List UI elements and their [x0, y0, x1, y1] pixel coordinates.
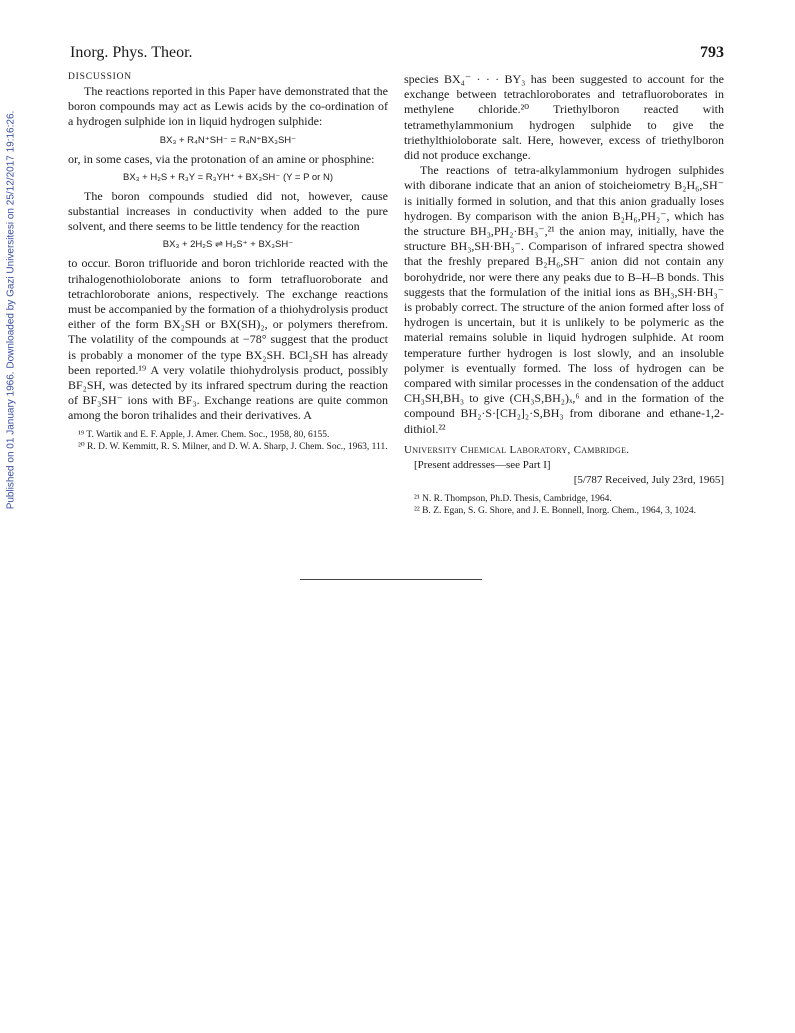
section-heading: DISCUSSION: [68, 72, 132, 82]
paragraph: to occur. Boron trifluoride and boron trichloride reacted with the trihalogenothioloborate anions to form tetrafluoroborate and tetrachloroborate anions, respectively. The exchange reactions must be accompanied by the formation of a thiohydrolysis product either of the form BX₂SH or BX(SH)₂, or polymers therefrom. The volatility of the compounds at −78° suggest that the product is probably a monomer of the type BX₂SH. BCl₂SH has already been reported.¹⁹ A very volatile thiohydrolysis product, possibly BF₂SH, was detected by its infrared spectrum during the reaction of BF₃SH⁻ ions with BF₃. Exchange reations are quite common among the boron trihalides and their derivatives. A: [68, 256, 388, 423]
paragraph: The reactions of tetra-alkylammonium hydrogen sulphides with diborane indicate that an anion of stoicheiometry B₂H₆,SH⁻ is initially formed in solution, and that this anion gradually loses hydrogen. By comparison with the anion B₂H₆,PH₂⁻, which has the structure BH₃,PH₂·BH₃⁻,²¹ the anion may, initially, have the structure BH₃,SH·BH₃⁻. Comparison of infrared spectra showed that the freshly prepared B₂H₆,SH⁻ anion did not contain any borohydride, nor were there any peaks due to B–H–B bonds. This suggests that the formulation of the initial ions as BH₃,SH·BH₃⁻ is probably correct. The structure of the anion formed after loss of hydrogen is uncertain, but it is unlikely to be polymeric as the material remains soluble in liquid hydrogen sulphide. At room temperature further hydrogen is lost slowly, and an insoluble polymer is eventually formed. The loss of hydrogen can be compared with similar processes in the condensation of the adduct CH₃SH,BH₃ to give (CH₃S,BH₂)ₓ,⁶ and in the formation of the compound BH₂·S·[CH₂]₂·S,BH₃ from diborane and ethane-1,2-dithiol.²²: [404, 163, 724, 436]
paragraph: species BX₄⁻ · · · BY₃ has been suggested to account for the exchange between tetrachloroborates and tetrafluoroborates in methylene chloride.²⁰ Triethylboron reacted with tetramethylammonium hydrogen sulphide to give the triethylthioloborate salt. Here, however, excess of triethylboron did not produce exchange.: [404, 72, 724, 163]
footnote: ²¹ N. R. Thompson, Ph.D. Thesis, Cambridge, 1964.: [414, 494, 612, 505]
end-rule: [300, 579, 482, 580]
right-column: [404, 72, 724, 517]
present-addresses: [Present addresses—see Part I]: [414, 459, 551, 472]
paragraph: or, in some cases, via the protonation of an amine or phosphine:: [68, 151, 375, 166]
footnotes: [404, 493, 724, 517]
paragraph: The reactions reported in this Paper have demonstrated that the boron compounds may act as Lewis acids by the co-ordination of a hydrogen sulphide ion in liquid hydrogen sulphide:: [68, 84, 388, 129]
footnote: ¹⁹ T. Wartik and E. F. Apple, J. Amer. Chem. Soc., 1958, 80, 6155.: [78, 429, 330, 440]
page-number: 793: [700, 44, 724, 61]
left-column: [68, 72, 388, 453]
footnote: ²⁰ R. D. W. Kemmitt, R. S. Milner, and D. W. A. Sharp, J. Chem. Soc., 1963, 111.: [78, 441, 388, 452]
download-watermark-text: Published on 01 January 1966. Downloaded by Gazi Universitesi on 25/12/2017 19:16:26.: [5, 110, 17, 510]
journal-title: Inorg. Phys. Theor.: [70, 44, 193, 61]
received-date: [5/787 Received, July 23rd, 1965]: [573, 474, 724, 487]
equation: BX₃ + H₂S + R₃Y = R₃YH⁺ + BX₃SH⁻ (Y = P or N): [122, 171, 334, 183]
institution: University Chemical Laboratory, Cambridge.: [404, 443, 630, 456]
equation: BX₃ + 2H₂S ⇌ H₃S⁺ + BX₃SH⁻: [162, 239, 294, 251]
paragraph: The boron compounds studied did not, however, cause substantial increases in conductivity when added to the pure solvent, and there seems to be little tendency for the reaction: [68, 188, 388, 234]
affiliation-block: [404, 443, 724, 489]
download-watermark: [0, 0, 22, 620]
page-header: [70, 44, 724, 66]
equation: BX₃ + R₄N⁺SH⁻ = R₄N⁺BX₃SH⁻: [159, 134, 297, 146]
footnotes: [68, 429, 388, 453]
footnote: ²² B. Z. Egan, S. G. Shore, and J. E. Bonnell, Inorg. Chem., 1964, 3, 1024.: [414, 506, 697, 517]
